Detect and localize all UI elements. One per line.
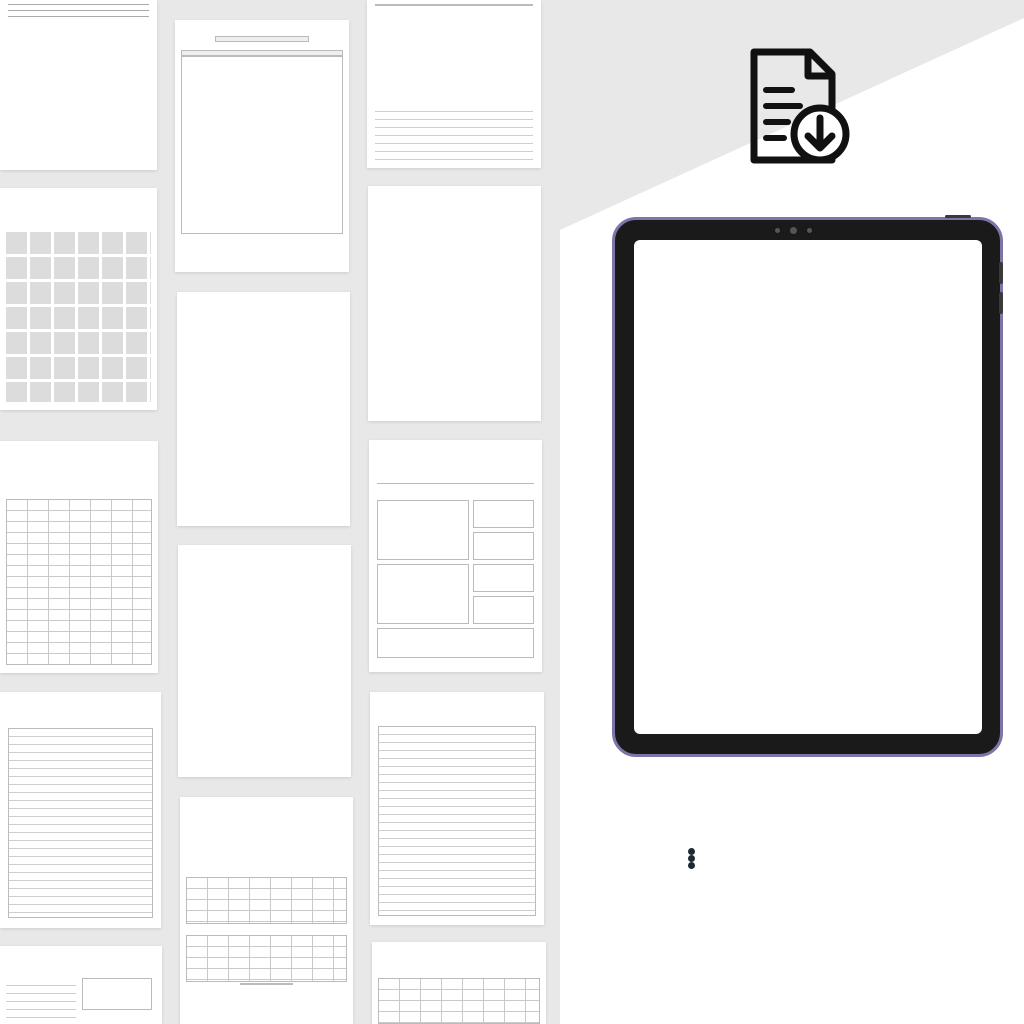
- feature-downloadable: [688, 848, 710, 855]
- care-log-grid: [186, 877, 347, 924]
- feature-list: [688, 848, 710, 869]
- dfh-ingredients: [377, 500, 469, 560]
- month-table: [375, 4, 533, 6]
- bullet-dot: [688, 855, 695, 862]
- dfh-layout: [377, 476, 534, 662]
- tablet-top-button: [945, 215, 971, 218]
- dfh-dinner: [473, 564, 534, 592]
- dfh-recipe: [377, 476, 534, 484]
- stress-intro: [0, 4, 157, 18]
- assisted-left-lines: [8, 728, 153, 918]
- tablet-side-button-2: [999, 292, 1003, 314]
- bullet-dot: [688, 848, 695, 855]
- dfh-breakfast: [473, 500, 534, 528]
- sheet-prescription-list: [372, 942, 546, 1024]
- monthly-notes-lines: [375, 104, 533, 160]
- document-download-icon: [748, 48, 852, 168]
- sheet-daily-care-log: [180, 797, 353, 1024]
- feature-instant: [688, 862, 710, 869]
- rx-grid: [378, 978, 540, 1024]
- sheet-assisted-log-left: [0, 692, 161, 928]
- dfh-notes: [377, 628, 534, 658]
- sheet-cognitive-distortions: [177, 292, 350, 526]
- tablet-sensor-right: [807, 228, 812, 233]
- dfh-latach: [473, 532, 534, 560]
- care-notes: [240, 983, 293, 985]
- radical-subtitle: [215, 36, 309, 42]
- radical-quotes: [181, 56, 343, 234]
- dfh-directions: [377, 564, 469, 624]
- tablet-device: [612, 217, 1003, 757]
- sheet-blood-sugar: [0, 441, 158, 673]
- tablet-screen: [634, 240, 982, 734]
- tablet-side-button-1: [999, 262, 1003, 284]
- sheet-monthly-tracker: [367, 0, 541, 168]
- bullet-dot: [688, 862, 695, 869]
- assisted-right-lines: [378, 726, 536, 916]
- tablet-camera: [790, 227, 797, 234]
- sheet-radical-acceptance: [175, 20, 349, 272]
- sheet-health-overview: [368, 186, 541, 421]
- sheet-food-journal: [0, 188, 157, 410]
- sheet-stress-tips: [0, 0, 157, 170]
- sheet-elder-care-small: [178, 545, 351, 777]
- sheet-assisted-log-right: [370, 692, 544, 925]
- sheet-daily-food-health: [369, 440, 542, 672]
- dfj-meal-one: [82, 978, 152, 1010]
- food-journal-grid: [6, 232, 151, 402]
- feature-pdf: [688, 855, 710, 862]
- blood-sugar-grid: [6, 499, 152, 665]
- sheet-daily-food-journal: [0, 946, 162, 1024]
- care-log-naps-grid: [186, 935, 347, 982]
- tablet-sensor-left: [775, 228, 780, 233]
- dfh-snacks: [473, 596, 534, 624]
- dfj-lines: [6, 978, 76, 1018]
